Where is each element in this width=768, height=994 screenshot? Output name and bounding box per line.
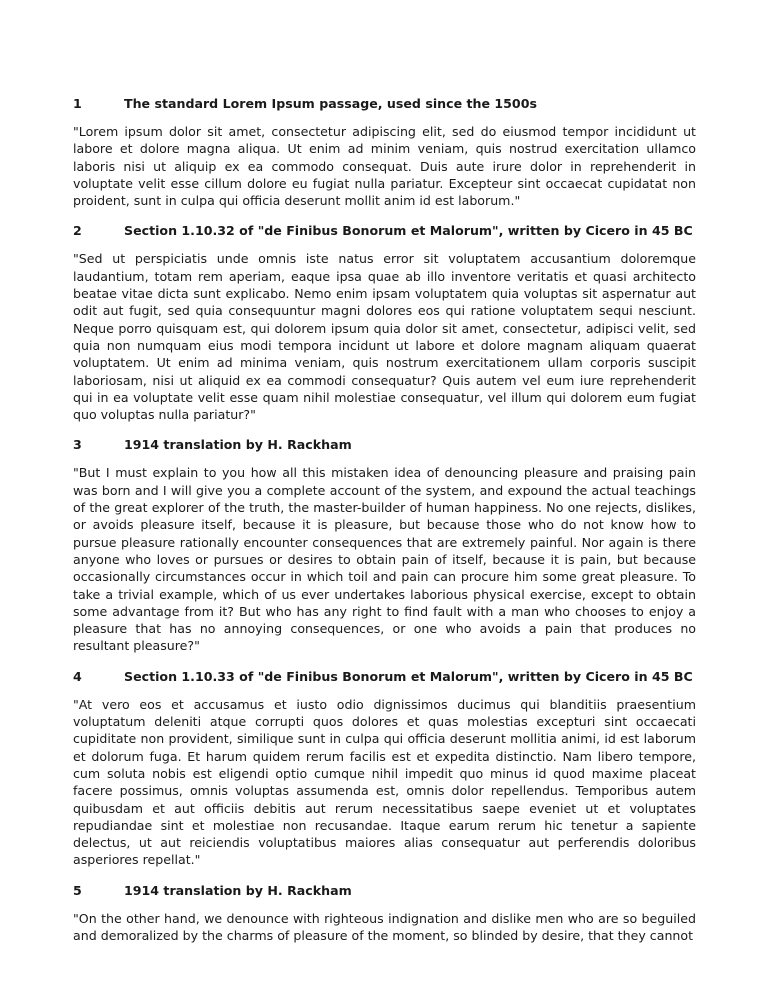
section-number: 2 [73,223,82,239]
section-heading [73,882,696,899]
section-5 [73,882,696,945]
section-number: 4 [73,668,82,684]
section-paragraph: "At vero eos et accusamus et iusto odio dignissimos ducimus qui blanditiis praesentium voluptatum deleniti atque corrupti quos dolores et quas molestias excepturi sint occaecati cupiditate non provident, similique sunt in culpa qui officia deserunt mollitia animi, id est laborum et dolorum fuga. Et harum quidem rerum facilis est et expedita distinctio. Nam libero tempore, cum soluta nobis est eligendi optio cumque nihil impedit quo minus id quod maxime placeat facere possimus, omnis voluptas assumenda est, omnis dolor repellendus. Temporibus autem quibusdam et aut officiis debitis aut rerum necessitatibus saepe eveniet ut et voluptates repudiandae sint et molestiae non recusandae. Itaque earum rerum hic tenetur a sapiente delectus, ut aut reiciendis voluptatibus maiores alias consequatur aut perferendis doloribus asperiores repellat." [73,696,696,868]
section-4 [73,668,696,869]
section-3 [73,436,696,654]
section-heading [73,95,696,112]
section-1 [73,95,696,209]
section-heading [73,668,696,685]
section-heading [73,436,696,453]
section-paragraph: "Sed ut perspiciatis unde omnis iste natus error sit voluptatem accusantium doloremque laudantium, totam rem aperiam, eaque ipsa quae ab illo inventore veritatis et quasi architecto beatae vitae dicta sunt explicabo. Nemo enim ipsam voluptatem quia voluptas sit aspernatur aut odit aut fugit, sed quia consequuntur magni dolores eos qui ratione voluptatem sequi nesciunt. Neque porro quisquam est, qui dolorem ipsum quia dolor sit amet, consectetur, adipisci velit, sed quia non numquam eius modi tempora incidunt ut labore et dolore magnam aliquam quaerat voluptatem. Ut enim ad minima veniam, quis nostrum exercitationem ullam corporis suscipit laboriosam, nisi ut aliquid ex ea commodi consequatur? Quis autem vel eum iure reprehenderit qui in ea voluptate velit esse quam nihil molestiae consequatur, vel illum qui dolorem eum fugiat quo voluptas nulla pariatur?" [73,251,696,423]
section-title: 1914 translation by H. Rackham [124,882,352,898]
section-paragraph: "But I must explain to you how all this mistaken idea of denouncing pleasure and praising pain was born and I will give you a complete account of the system, and expound the actual teachings of the great explorer of the truth, the master-builder of human happiness. No one rejects, dislikes, or avoids pleasure itself, because it is pleasure, but because those who do not know how to pursue pleasure rationally encounter consequences that are extremely painful. Nor again is there anyone who loves or pursues or desires to obtain pain of itself, because it is pain, but because occasionally circumstances occur in which toil and pain can procure him some great pleasure. To take a trivial example, which of us ever undertakes laborious physical exercise, except to obtain some advantage from it? But who has any right to find fault with a man who chooses to enjoy a pleasure that has no annoying consequences, or one who avoids a pain that produces no resultant pleasure?" [73,465,696,654]
section-title: The standard Lorem Ipsum passage, used since the 1500s [124,96,537,111]
section-number: 1 [73,96,82,111]
section-title: 1914 translation by H. Rackham [124,437,352,453]
section-2 [73,222,696,423]
section-number: 3 [73,437,82,453]
section-paragraph: "Lorem ipsum dolor sit amet, consectetur adipiscing elit, sed do eiusmod tempor incididunt ut labore et dolore magna aliqua. Ut enim ad minim veniam, quis nostrud exercitation ullamco laboris nisi ut aliquip ex ea commodo consequat. Duis aute irure dolor in reprehenderit in voluptate velit esse cillum dolore eu fugiat nulla pariatur. Excepteur sint occaecat cupidatat non proident, sunt in culpa qui officia deserunt mollit anim id est laborum." [73,124,696,209]
section-number: 5 [73,882,82,898]
section-title: Section 1.10.32 of "de Finibus Bonorum et Malorum", written by Cicero in 45 BC [124,223,693,239]
section-paragraph: "On the other hand, we denounce with righteous indignation and dislike men who are so beguiled and demoralized by the charms of pleasure of the moment, so blinded by desire, that they cannot [73,910,696,943]
section-heading [73,222,696,239]
section-title: Section 1.10.33 of "de Finibus Bonorum et Malorum", written by Cicero in 45 BC [124,668,693,684]
